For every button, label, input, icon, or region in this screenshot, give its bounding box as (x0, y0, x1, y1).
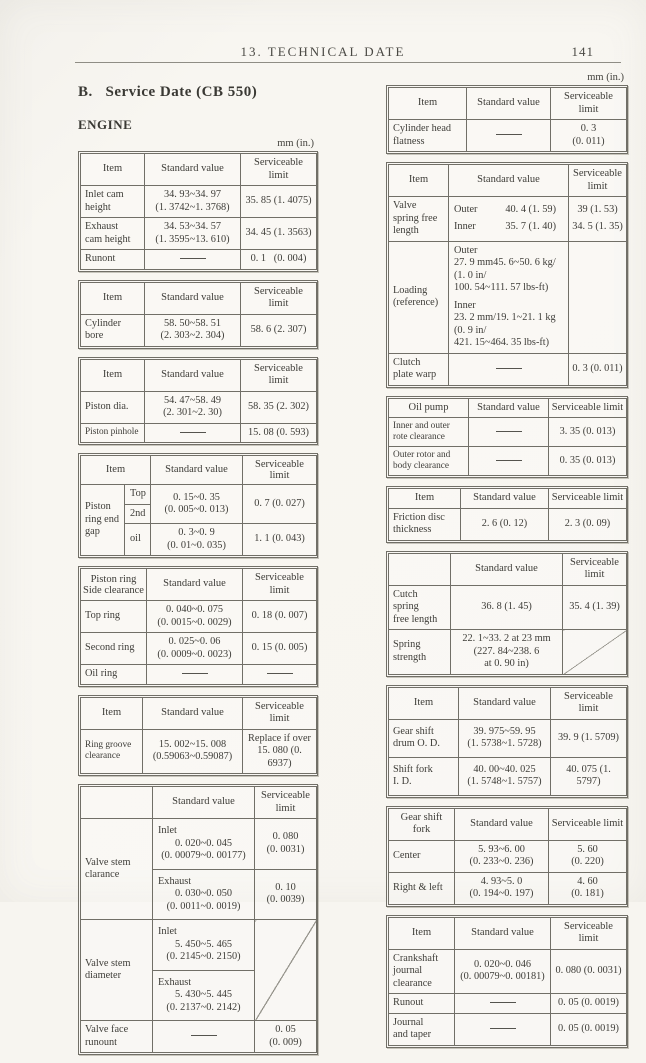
table-cell: Standard value (147, 569, 243, 601)
table-cell: 58. 6 (2. 307) (241, 314, 317, 346)
empty-value-dash (496, 368, 522, 369)
empty-value-dash (490, 1002, 516, 1003)
table-cell: Runont (81, 250, 145, 270)
table-cell: Item (389, 165, 449, 197)
table-cell (569, 241, 627, 353)
table-header-row (81, 282, 317, 314)
table-cell (145, 423, 241, 443)
table-cell (563, 630, 627, 675)
table-row (81, 485, 317, 505)
table-cell: 58. 35 (2. 302) (241, 391, 317, 423)
table-cell: Piston pinhole (81, 423, 145, 443)
table-cell: Standard value (145, 154, 241, 186)
table-cell: 0. 1 (0. 004) (241, 250, 317, 270)
table-cell: Exhaust 5. 430~5. 445 (0. 2137~0. 2142) (153, 970, 255, 1021)
table-cell: Gear shift fork (389, 808, 455, 840)
table-cell: Valve spring free length (389, 197, 449, 242)
table-cell: Top (125, 485, 151, 505)
table-cell: Center (389, 840, 455, 872)
table-cell: Spring strength (389, 630, 451, 675)
table-cell: Standard value (455, 917, 551, 949)
empty-value-dash (496, 134, 522, 135)
table-header-row (389, 398, 627, 418)
table-cell: 40. 075 (1. 5797) (551, 757, 627, 795)
table-row (389, 757, 627, 795)
header-rule (75, 62, 621, 63)
table-row (389, 447, 627, 476)
table-cell: Cutch spring free length (389, 585, 451, 630)
table-cell: Serviceable limit (241, 154, 317, 186)
table-cell: Serviceable limit (563, 553, 627, 585)
table-cell: 36. 8 (1. 45) (451, 585, 563, 630)
table-header-row (81, 359, 317, 391)
table-cell: 34. 53~34. 57 (1. 3595~13. 610) (145, 218, 241, 250)
table-cell (455, 994, 551, 1014)
valve-stem-table (78, 784, 318, 1055)
table-row (389, 197, 627, 242)
table-cell: Inlet 0. 020~0. 045 (0. 00079~0. 00177) (153, 819, 255, 870)
content-columns (78, 70, 628, 1063)
table-cell (469, 447, 549, 476)
table-cell: Piston ring end gap (81, 485, 125, 556)
table-cell: 0. 15~0. 35 (0. 005~0. 013) (151, 485, 243, 524)
table-cell: 54. 47~58. 49 (2. 301~2. 30) (145, 391, 241, 423)
table-cell: Top ring (81, 601, 147, 633)
table-cell: Cylinder bore (81, 314, 145, 346)
table-cell: Standard value (469, 398, 549, 418)
table-cell: 15. 08 (0. 593) (241, 423, 317, 443)
engine-heading: ENGINE (78, 117, 133, 132)
table-row (81, 729, 317, 774)
table-cell: Item (389, 489, 461, 509)
valve-stem-table-grid (80, 786, 317, 1053)
table-header-row (389, 917, 627, 949)
table-cell: Gear shift drum O. D. (389, 719, 459, 757)
table-cell: 0. 05 (0. 0019) (551, 994, 627, 1014)
table-cell: Valve stem clarance (81, 819, 153, 920)
table-cell: 40. 00~40. 025 (1. 5748~1. 5757) (459, 757, 551, 795)
table-cell: 15. 002~15. 008 (0.59063~0.59087) (143, 729, 243, 774)
gear-shift-fork-table (386, 806, 628, 907)
empty-value-dash (496, 460, 522, 461)
table-cell: Journal and taper (389, 1013, 455, 1045)
table-cell: 0. 040~0. 075 (0. 0015~0. 0029) (147, 601, 243, 633)
table-cell: Serviceable limit (241, 282, 317, 314)
table-header-row (81, 787, 317, 819)
table-cell: Loading (reference) (389, 241, 449, 353)
valve-spring-table (386, 162, 628, 388)
table-cell: Standard value (145, 282, 241, 314)
table-row (389, 585, 627, 630)
empty-value-dash (182, 673, 208, 674)
table-cell: Item (389, 88, 467, 120)
table-cell: 0. 7 (0. 027) (243, 485, 317, 524)
cylinder-head-flatness-table-grid (388, 87, 627, 152)
table-cell: Standard value (461, 489, 549, 509)
table-cell: Standard value (455, 808, 549, 840)
table-cell: 4. 60 (0. 181) (549, 872, 627, 904)
table-cell: 0. 080 (0. 0031) (255, 819, 317, 870)
right-column (386, 70, 628, 1063)
table-cell: Outer rotor and body clearance (389, 447, 469, 476)
table-cell: oil (125, 524, 151, 556)
table-cell: Piston dia. (81, 391, 145, 423)
table-header-row (81, 154, 317, 186)
cylinder-bore-table-grid (80, 282, 317, 347)
table-row (389, 353, 627, 385)
table-cell: Standard value (153, 787, 255, 819)
table-cell: 0. 020~0. 046 (0. 00079~0. 00181) (455, 949, 551, 994)
table-cell (255, 920, 317, 1021)
table-cell: Valve stem diameter (81, 920, 153, 1021)
table-cell: Standard value (145, 359, 241, 391)
table-cell: Outer 27. 9 mm45. 6~50. 6 kg/ (1. 0 in/ 100. 54~111. 57 lbs-ft) Inner 23. 2 mm/19. 1~21. 1 kg (0. 9 in/ 421. 15~464. 35 lbs-ft) (449, 241, 569, 353)
table-header-row (389, 687, 627, 719)
table-cell: 0. 05 (0. 009) (255, 1021, 317, 1053)
table-cell: 39. 9 (1. 5709) (551, 719, 627, 757)
table-row (389, 241, 627, 353)
table-row (389, 1013, 627, 1045)
table-cell: 35. 85 (1. 4075) (241, 186, 317, 218)
left-tables (78, 151, 318, 1055)
page-number: 141 (571, 44, 594, 59)
table-cell (389, 553, 451, 585)
clutch-spring-table (386, 551, 628, 677)
table-cell: Serviceable limit (551, 687, 627, 719)
table-cell: 0. 05 (0. 0019) (551, 1013, 627, 1045)
table-cell: Serviceable limit (243, 697, 317, 729)
gear-shift-drum-table (386, 685, 628, 798)
unit-label-left: mm (in.) (277, 138, 314, 149)
page-title: B. Service Date (CB 550) (78, 84, 258, 100)
table-row (389, 719, 627, 757)
table-cell: Serviceable limit (241, 359, 317, 391)
table-cell (455, 1013, 551, 1045)
piston-table-grid (80, 359, 317, 444)
table-row (389, 508, 627, 540)
table-cell: Inlet 5. 450~5. 465 (0. 2145~0. 2150) (153, 920, 255, 971)
piston-ring-side-clearance-table-grid (80, 568, 317, 685)
table-cell: Serviceable limit (255, 787, 317, 819)
table-row (389, 630, 627, 675)
table-cell: Item (81, 359, 145, 391)
table-header-row (389, 165, 627, 197)
table-cell: 0. 3~0. 9 (0. 01~0. 035) (151, 524, 243, 556)
table-cell: Friction disc thickness (389, 508, 461, 540)
table-cell: 22. 1~33. 2 at 23 mm (227. 84~238. 6 at 0. 90 in) (451, 630, 563, 675)
table-header-row (389, 489, 627, 509)
table-cell: 2nd (125, 504, 151, 524)
table-cell: Item (389, 917, 455, 949)
table-row (389, 949, 627, 994)
table-cell: Standard value (467, 88, 551, 120)
table-cell: 3. 35 (0. 013) (549, 418, 627, 447)
table-cell: Item (389, 687, 459, 719)
gear-shift-drum-table-grid (388, 687, 627, 796)
table-row (389, 994, 627, 1014)
piston-table (78, 357, 318, 446)
table-row (81, 250, 317, 270)
table-cell: Serviceable limit (549, 808, 627, 840)
table-cell: Standard value (449, 165, 569, 197)
table-cell: Oil pump (389, 398, 469, 418)
ring-groove-clearance-table (78, 695, 318, 777)
table-cell: Serviceable limit (551, 917, 627, 949)
table-row (81, 819, 317, 870)
table-cell: 1. 1 (0. 043) (243, 524, 317, 556)
table-cell: Serviceable limit (243, 456, 317, 485)
section-header: 13. TECHNICAL DATE (240, 44, 406, 59)
table-cell (81, 787, 153, 819)
table-cell: Piston ring Side clearance (81, 569, 147, 601)
table-cell: 34. 93~34. 97 (1. 3742~1. 3768) (145, 186, 241, 218)
table-cell: 5. 60 (0. 220) (549, 840, 627, 872)
table-cell (145, 250, 241, 270)
clutch-spring-table-grid (388, 553, 627, 675)
table-cell: Standard value (143, 697, 243, 729)
table-row (389, 418, 627, 447)
table-row (81, 314, 317, 346)
table-header-row (389, 88, 627, 120)
table-cell: Ring groove clearance (81, 729, 143, 774)
table-header-row (389, 808, 627, 840)
cylinder-bore-table (78, 280, 318, 349)
table-row (81, 1021, 317, 1053)
table-cell: 39. 975~59. 95 (1. 5738~1. 5728) (459, 719, 551, 757)
table-cell: Valve face runount (81, 1021, 153, 1053)
table-cell: 4. 93~5. 0 (0. 194~0. 197) (455, 872, 549, 904)
table-cell: Runout (389, 994, 455, 1014)
empty-value-dash (180, 258, 206, 259)
table-cell: 2. 6 (0. 12) (461, 508, 549, 540)
empty-value-dash (496, 431, 522, 432)
friction-disc-table (386, 486, 628, 543)
table-cell: Inlet cam height (81, 186, 145, 218)
table-cell (469, 418, 549, 447)
table-cell: Standard value (451, 553, 563, 585)
piston-ring-end-gap-table-grid (80, 455, 317, 556)
table-row (81, 920, 317, 971)
table-cell: Clutch plate warp (389, 353, 449, 385)
crankshaft-table (386, 915, 628, 1048)
friction-disc-table-grid (388, 488, 627, 541)
table-header-row (389, 553, 627, 585)
table-cell: Oil ring (81, 665, 147, 685)
table-row (389, 840, 627, 872)
table-cell: Shift fork I. D. (389, 757, 459, 795)
table-row (81, 423, 317, 443)
table-cell: 58. 50~58. 51 (2. 303~2. 304) (145, 314, 241, 346)
table-cell (153, 1021, 255, 1053)
table-cell: 39 (1. 53) 34. 5 (1. 35) (569, 197, 627, 242)
table-cell: Item (81, 282, 145, 314)
table-cell: Crankshaft journal clearance (389, 949, 455, 994)
table-cell: 0. 025~0. 06 (0. 0009~0. 0023) (147, 633, 243, 665)
table-cell: Item (81, 154, 145, 186)
table-cell: Standard value (151, 456, 243, 485)
table-cell: 0. 35 (0. 013) (549, 447, 627, 476)
empty-value-dash (490, 1028, 516, 1029)
table-cell: 35. 4 (1. 39) (563, 585, 627, 630)
table-header-row (81, 456, 317, 485)
table-cell: Serviceable limit (243, 569, 317, 601)
table-cell: Item (81, 456, 151, 485)
table-row (81, 633, 317, 665)
table-cell: Cylinder head flatness (389, 120, 467, 152)
table-cell: 0. 15 (0. 005) (243, 633, 317, 665)
table-row (389, 872, 627, 904)
table-cell: 2. 3 (0. 09) (549, 508, 627, 540)
table-cell: Exhaust cam height (81, 218, 145, 250)
right-tables (386, 85, 628, 1048)
table-cell (243, 665, 317, 685)
unit-label-right: mm (in.) (587, 72, 624, 83)
cam-height-table (78, 151, 318, 272)
table-cell: 0. 18 (0. 007) (243, 601, 317, 633)
table-cell: Serviceable limit (551, 88, 627, 120)
table-row (81, 391, 317, 423)
table-cell: 0. 3 (0. 011) (569, 353, 627, 385)
table-cell: Inner and outer rote clearance (389, 418, 469, 447)
piston-ring-side-clearance-table (78, 566, 318, 687)
table-cell: 0. 3 (0. 011) (551, 120, 627, 152)
table-header-row (81, 569, 317, 601)
empty-value-dash (191, 1035, 217, 1036)
table-row (81, 218, 317, 250)
table-cell: Right & left (389, 872, 455, 904)
table-cell (467, 120, 551, 152)
table-row (389, 120, 627, 152)
ring-groove-clearance-table-grid (80, 697, 317, 775)
crankshaft-table-grid (388, 917, 627, 1046)
table-row (81, 601, 317, 633)
cam-height-table-grid (80, 153, 317, 270)
table-cell: 0. 10 (0. 0039) (255, 869, 317, 920)
oil-pump-table-grid (388, 398, 627, 477)
valve-spring-table-grid (388, 164, 627, 386)
table-cell: 5. 93~6. 00 (0. 233~0. 236) (455, 840, 549, 872)
table-header-row (81, 697, 317, 729)
left-column (78, 70, 318, 1063)
table-row (81, 665, 317, 685)
empty-value-dash (267, 673, 293, 674)
table-cell (147, 665, 243, 685)
table-cell: 0. 080 (0. 0031) (551, 949, 627, 994)
table-cell: 34. 45 (1. 3563) (241, 218, 317, 250)
piston-ring-end-gap-table (78, 453, 318, 558)
oil-pump-table (386, 396, 628, 479)
table-cell: Exhaust 0. 030~0. 050 (0. 0011~0. 0019) (153, 869, 255, 920)
cylinder-head-flatness-table (386, 85, 628, 154)
table-row (81, 186, 317, 218)
table-cell: Standard value (459, 687, 551, 719)
gear-shift-fork-table-grid (388, 808, 627, 905)
table-cell: Serviceable limit (569, 165, 627, 197)
table-cell: Item (81, 697, 143, 729)
table-cell: Serviceable limit (549, 489, 627, 509)
empty-value-dash (180, 432, 206, 433)
table-cell (449, 353, 569, 385)
table-cell: Outer 40. 4 (1. 59) Inner 35. 7 (1. 40) (449, 197, 569, 242)
table-cell: Serviceable limit (549, 398, 627, 418)
table-cell: Replace if over 15. 080 (0. 6937) (243, 729, 317, 774)
table-cell: Second ring (81, 633, 147, 665)
